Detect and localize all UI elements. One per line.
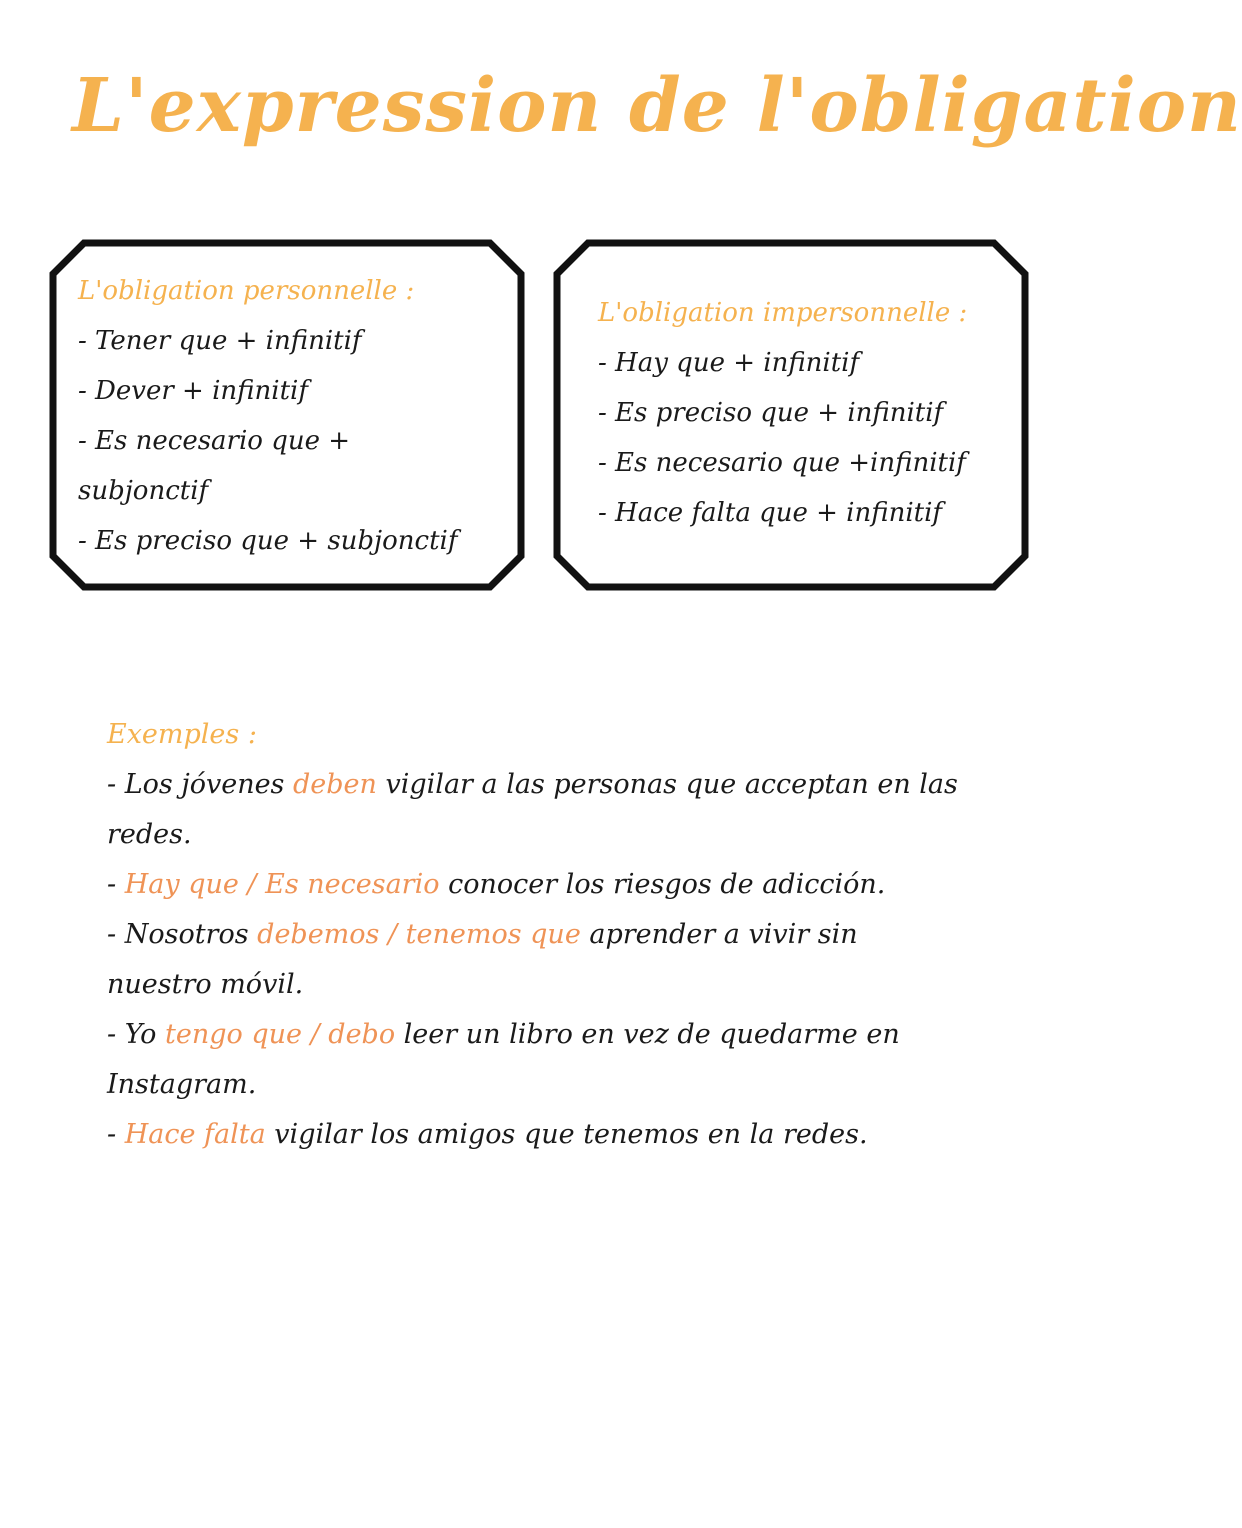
example-rest: vigilar los amigos que tenemos en la redes. (265, 1119, 868, 1150)
personal-item: - Es necesario que + subjonctif (78, 426, 351, 506)
personal-obligation-box (48, 238, 526, 592)
example-prefix: - Yo (107, 1019, 166, 1050)
example-rest: leer un libro en vez de quedarme en Instagram. (107, 1019, 900, 1100)
example-rest: vigilar a las personas que acceptan en las redes. (107, 769, 958, 850)
impersonal-obligation-box (552, 238, 1030, 592)
impersonal-item: - Hay que + infinitif (598, 348, 860, 378)
personal-item: - Tener que + infinitif (78, 326, 362, 356)
example-highlight: Hace falta (124, 1119, 266, 1150)
examples-section (107, 710, 987, 1160)
example-item (107, 860, 967, 910)
example-prefix: - (107, 869, 125, 900)
impersonal-item: - Es necesario que +infinitif (598, 448, 966, 478)
example-item (107, 910, 887, 1010)
page-title: L'expression de l'obligation (72, 63, 1242, 149)
example-item (107, 760, 967, 860)
personal-box-heading: L'obligation personnelle : (78, 276, 415, 306)
examples-heading: Exemples : (107, 719, 257, 750)
example-highlight: tengo que / debo (165, 1019, 396, 1050)
example-rest: aprender a vivir sin nuestro móvil. (107, 919, 858, 1000)
impersonal-item: - Es preciso que + infinitif (598, 398, 944, 428)
personal-item: - Es preciso que + subjonctif (78, 526, 458, 556)
impersonal-box-heading: L'obligation impersonnelle : (598, 298, 968, 328)
example-highlight: Hay que / Es necesario (124, 869, 440, 900)
example-prefix: - Los jóvenes (107, 769, 293, 800)
example-item (107, 1110, 967, 1160)
example-highlight: deben (293, 769, 377, 800)
impersonal-item: - Hace falta que + infinitif (598, 498, 943, 528)
example-prefix: - Nosotros (107, 919, 258, 950)
example-prefix: - (107, 1119, 125, 1150)
example-rest: conocer los riesgos de adicción. (439, 869, 886, 900)
example-item (107, 1010, 927, 1110)
example-highlight: debemos / tenemos que (257, 919, 581, 950)
personal-item: - Dever + infinitif (78, 376, 308, 406)
